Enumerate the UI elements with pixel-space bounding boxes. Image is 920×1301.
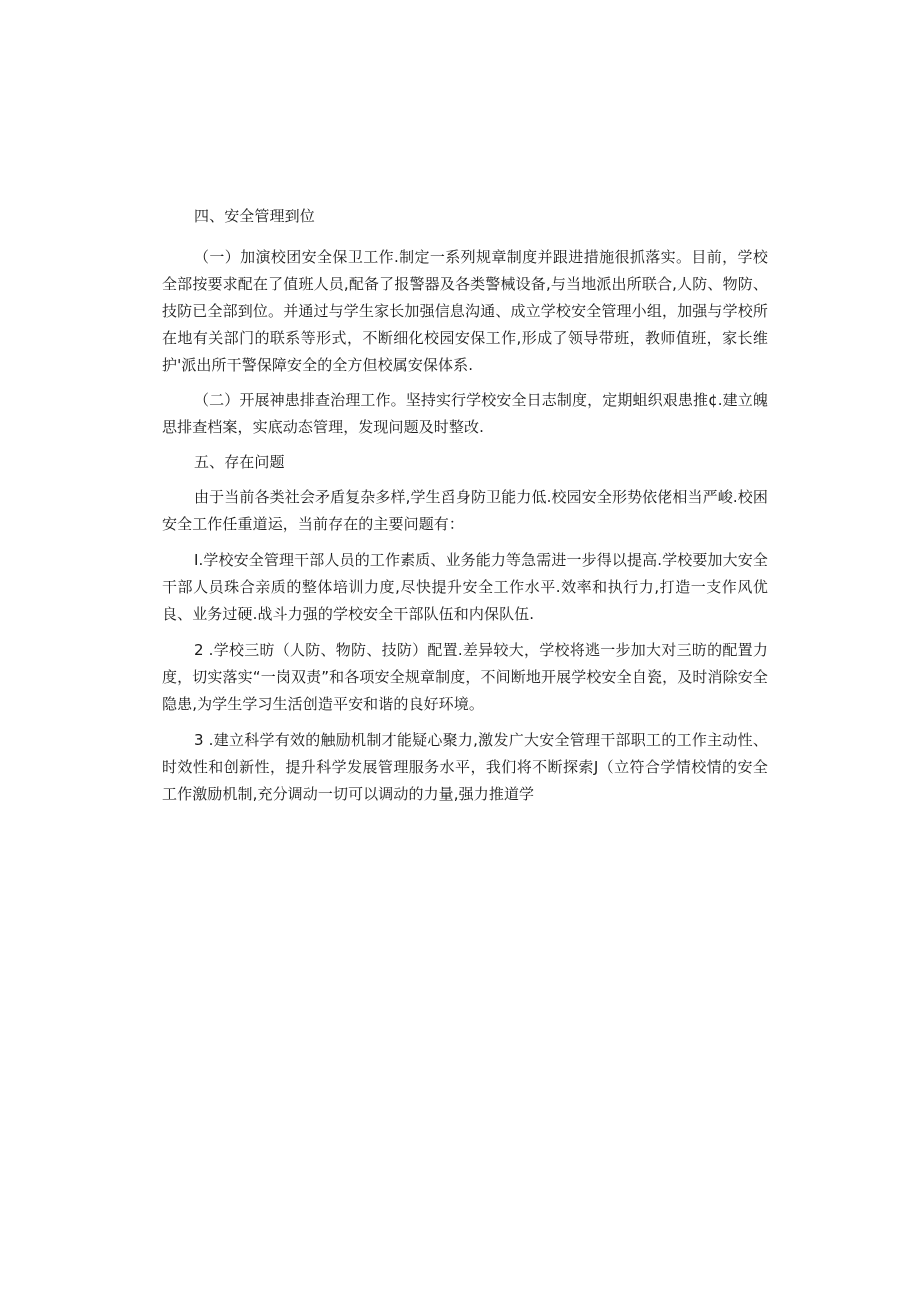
document-body [162, 203, 768, 808]
issue-item-2: 2 .学校三昉（人防、物防、技防）配置.差异较大，学校将逃一步加大对三昉的配置力度，切实落实“一岗双责”和各项安全规章制度，不间断地开展学校安全自瓷，及时消除安全隐患,为学生学习生活创造平安和谐的良好环境。 [162, 641, 768, 713]
section-5-intro: 由于当前各类社会矛盾复杂多样,学生舀身防卫能力低.校园安全形势依佬相当严峻.校困安全工作任重道运，当前存在的主要问题有： [162, 488, 768, 533]
issue-item-1: I.学校安全管理干部人员的工作素质、业务能力等急需进一步得以提高.学校要加大安全干部人员珠合亲质的整体培训力度,尽快提升安全工作水平.效率和执行力,打造一支作风优良、业务过硬.战斗力强的学校安全干部队伍和内保队伍. [162, 551, 768, 623]
section-5-heading: 五、存在问题 [194, 453, 285, 471]
section-4-heading: 四、安全管理到位 [194, 207, 315, 225]
section-4-paragraph-2: （二）开展神患排查治理工作。坚持实行学校安全日志制度，定期蛆织艰患推¢.建立魄思排查档案，实底动态管理，发现问题及时整改. [162, 391, 768, 436]
section-4-paragraph-1: （一）加演校团安全保卫工作.制定一系列规章制度并跟进措施很抓落实。目前，学校全部按要求配在了值班人员,配备了报警器及各类警械设备,与当地派出所联合,人防、物防、技防已全部到位。并通过与学生家长加强信息沟通、成立学校安全管理小组，加强与学校所在地有关部门的联系等形式，不断细化校园安保工作,形成了领导带班，教师值班，家长维护'派出所干警保障安全的全方但校属安保体系. [162, 248, 768, 374]
issue-item-3: 3 .建立科学有效的触励机制才能疑心聚力,激发广大安全管理干部职工的工作主动性、时效性和创新性，提升科学发展管理服务水平，我们将不断探索J（立符合学情校情的安全工作激励机制,充分调动一切可以调动的力量,强力推道学 [162, 731, 768, 803]
